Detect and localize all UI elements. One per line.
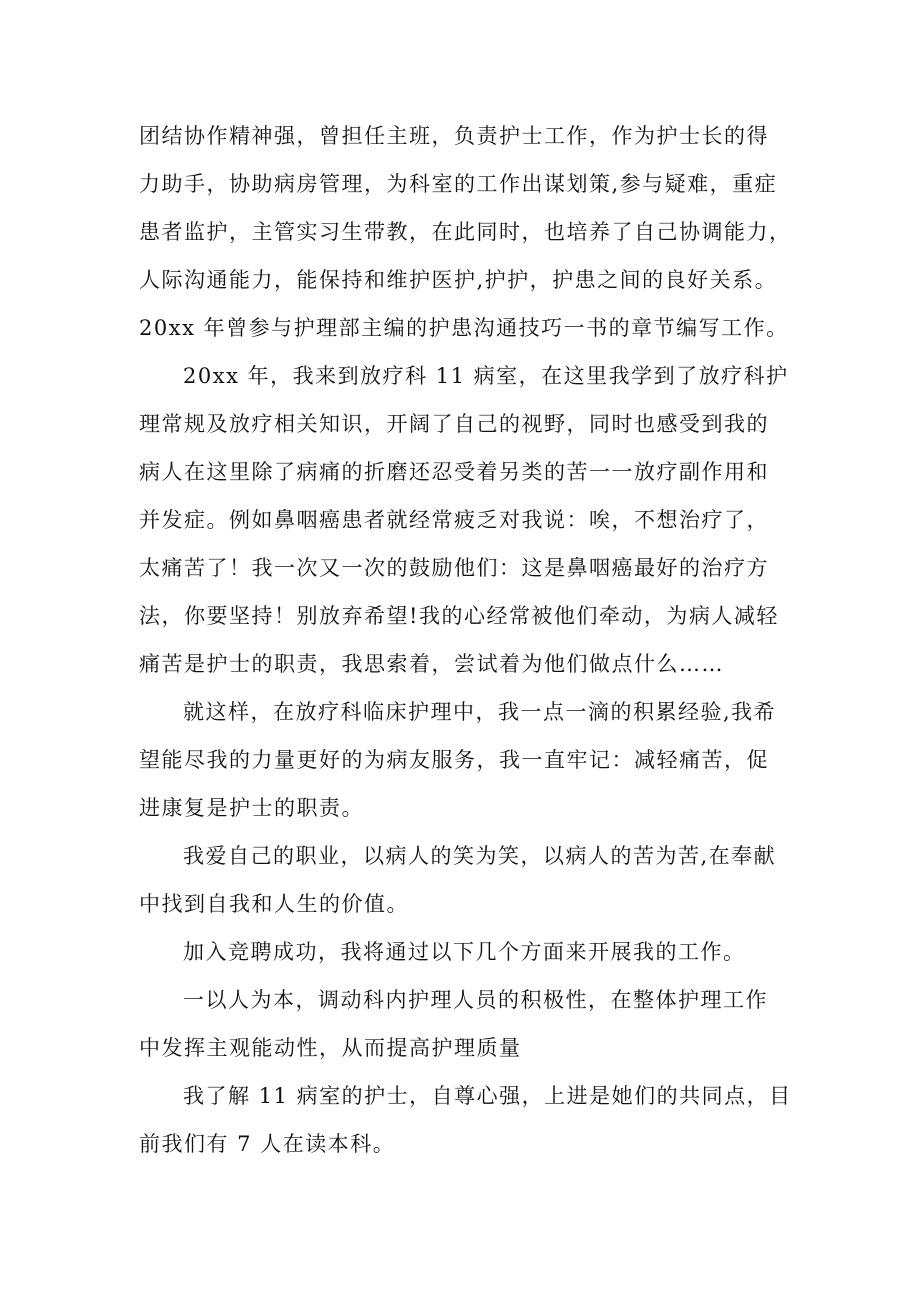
text-line: 20xx 年曾参与护理部主编的护患沟通技巧一书的章节编写工作。 (139, 316, 789, 340)
document-body (139, 112, 809, 1168)
text-line: 病人在这里除了病痛的折磨还忍受着另类的苦一一放疗副作用和 (139, 460, 769, 484)
text-line: 患者监护，主管实习生带教，在此同时，也培养了自己协调能力， (139, 220, 792, 244)
paragraph-6 (139, 976, 809, 1072)
text-line: 中找到自我和人生的价值。 (139, 892, 409, 916)
text-line: 人际沟通能力，能保持和维护医护,护护，护患之间的良好关系。 (139, 268, 778, 292)
text-line: 中发挥主观能动性，从而提高护理质量 (139, 1036, 522, 1060)
text-line: 进康复是护士的职责。 (139, 796, 364, 820)
text-line: 一以人为本，调动科内护理人员的积极性，在整体护理工作 (183, 988, 768, 1012)
paragraph-2 (139, 352, 809, 688)
text-line: 理常规及放疗相关知识，开阔了自己的视野，同时也感受到我的 (139, 412, 769, 436)
text-line: 前我们有 7 人在读本科。 (139, 1132, 396, 1156)
text-line: 并发症。例如鼻咽癌患者就经常疲乏对我说：唉，不想治疗了， (139, 508, 769, 532)
text-line: 我爱自己的职业，以病人的笑为笑，以病人的苦为苦,在奉献 (183, 844, 777, 868)
paragraph-4 (139, 832, 809, 928)
text-line: 团结协作精神强，曾担任主班，负责护士工作，作为护士长的得 (139, 124, 769, 148)
text-line: 力助手，协助病房管理，为科室的工作出谋划策,参与疑难，重症 (139, 172, 778, 196)
text-line: 痛苦是护士的职责，我思索着，尝试着为他们做点什么…… (139, 652, 724, 676)
text-line: 望能尽我的力量更好的为病友服务，我一直牢记：减轻痛苦，促 (139, 748, 769, 772)
text-line: 太痛苦了！我一次又一次的鼓励他们：这是鼻咽癌最好的治疗方 (139, 556, 769, 580)
text-line: 就这样，在放疗科临床护理中，我一点一滴的积累经验,我希 (183, 700, 777, 724)
paragraph-5 (139, 928, 809, 976)
paragraph-1 (139, 112, 809, 352)
paragraph-3 (139, 688, 809, 832)
text-line: 法，你要坚持！别放弃希望!我的心经常被他们牵动，为病人减轻 (139, 604, 779, 628)
text-line: 加入竞聘成功，我将通过以下几个方面来开展我的工作。 (183, 940, 746, 964)
text-line: 20xx 年，我来到放疗科 11 病室，在这里我学到了放疗科护 (183, 364, 789, 388)
paragraph-7 (139, 1072, 809, 1168)
text-line: 我了解 11 病室的护士，自尊心强，上进是她们的共同点，目 (183, 1084, 792, 1108)
